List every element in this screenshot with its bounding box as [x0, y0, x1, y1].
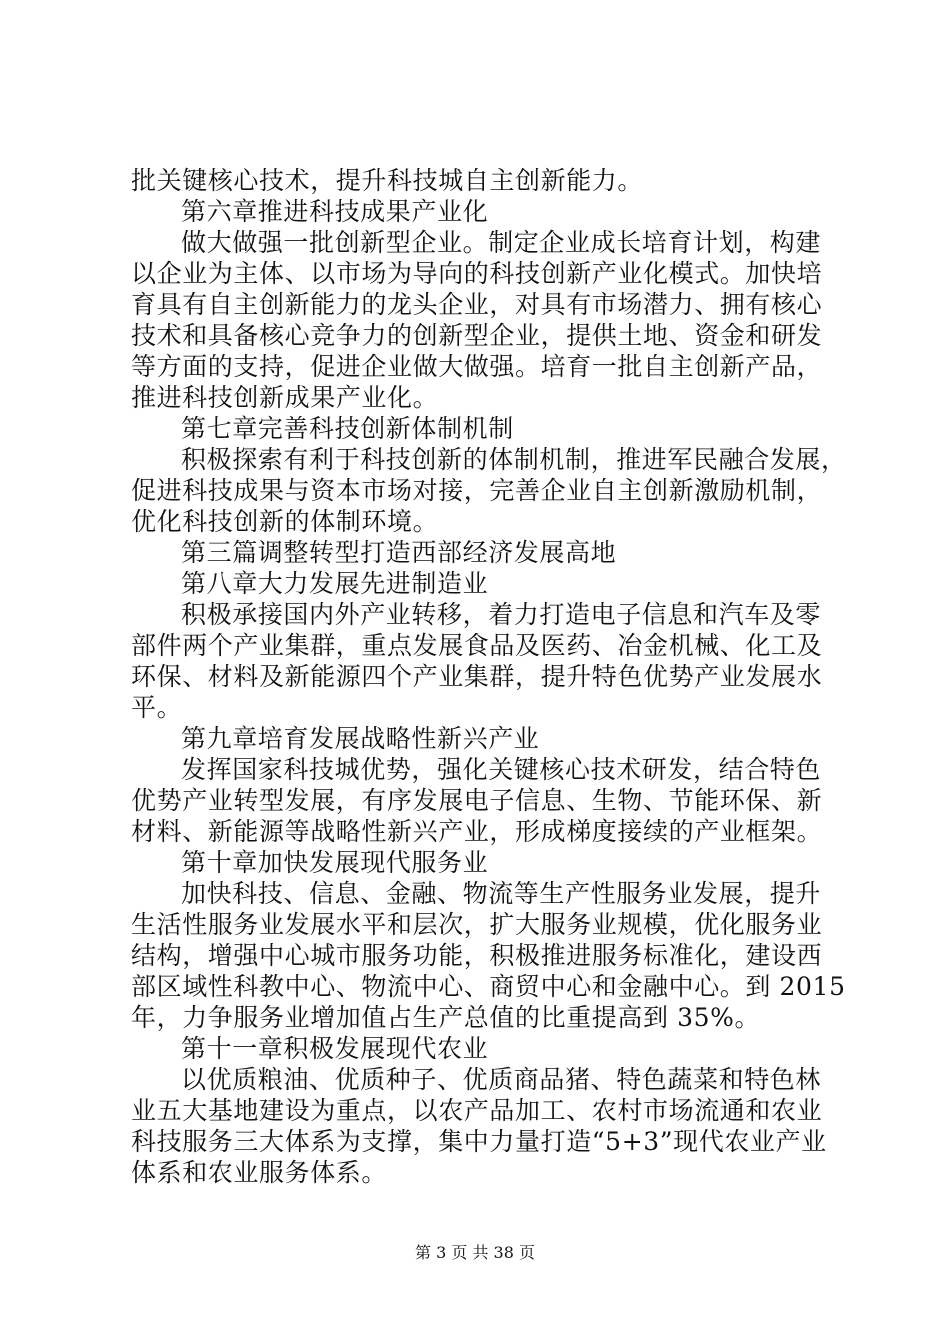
text-line: 做大做强一批创新型企业。制定企业成长培育计划，构建	[181, 228, 822, 257]
chapter-heading: 第七章完善科技创新体制机制	[181, 414, 514, 443]
text-line: 部件两个产业集群，重点发展食品及医药、冶金机械、化工及	[131, 631, 823, 660]
chapter-heading: 第九章培育发展战略性新兴产业	[181, 724, 540, 753]
text-line: 科技服务三大体系为支撑，集中力量打造“5+3”现代农业产业	[131, 1127, 827, 1156]
text-line: 以企业为主体、以市场为导向的科技创新产业化模式。加快培	[131, 259, 823, 288]
chapter-heading: 第十一章积极发展现代农业	[181, 1034, 489, 1063]
text-line: 推进科技创新成果产业化。	[131, 383, 439, 412]
text-line: 材料、新能源等战略性新兴产业，形成梯度接续的产业框架。	[131, 817, 823, 846]
text-line: 促进科技成果与资本市场对接，完善企业自主创新激励机制，	[131, 476, 823, 505]
text-line: 优化科技创新的体制环境。	[131, 507, 439, 536]
text-line: 环保、材料及新能源四个产业集群，提升特色优势产业发展水	[131, 662, 823, 691]
text-line: 批关键核心技术，提升科技城自主创新能力。	[131, 166, 644, 195]
chapter-heading: 第十章加快发展现代服务业	[181, 848, 489, 877]
text-line: 体系和农业服务体系。	[131, 1158, 388, 1187]
page-footer	[0, 1243, 950, 1263]
text-line: 年，力争服务业增加值占生产总值的比重提高到 35%。	[131, 1003, 761, 1032]
text-line: 以优质粮油、优质种子、优质商品猪、特色蔬菜和特色林	[181, 1065, 822, 1094]
text-line: 部区域性科教中心、物流中心、商贸中心和金融中心。到 2015	[131, 972, 846, 1001]
chapter-heading: 第八章大力发展先进制造业	[181, 569, 489, 598]
text-line: 发挥国家科技城优势，强化关键核心技术研发，结合特色	[181, 755, 822, 784]
text-line: 结构，增强中心城市服务功能，积极推进服务标准化，建设西	[131, 941, 823, 970]
text-line: 技术和具备核心竞争力的创新型企业，提供土地、资金和研发	[131, 321, 823, 350]
text-line: 生活性服务业发展水平和层次，扩大服务业规模，优化服务业	[131, 910, 823, 939]
chapter-heading: 第六章推进科技成果产业化	[181, 197, 489, 226]
text-line: 积极探索有利于科技创新的体制机制，推进军民融合发展，	[181, 445, 847, 474]
text-line: 等方面的支持，促进企业做大做强。培育一批自主创新产品，	[131, 352, 823, 381]
text-line: 优势产业转型发展，有序发展电子信息、生物、节能环保、新	[131, 786, 823, 815]
text-line: 积极承接国内外产业转移，着力打造电子信息和汽车及零	[181, 600, 822, 629]
part-heading: 第三篇调整转型打造西部经济发展高地	[181, 538, 617, 567]
page-number-label: 第 3 页 共 38 页	[415, 1243, 535, 1262]
text-line: 育具有自主创新能力的龙头企业，对具有市场潜力、拥有核心	[131, 290, 823, 319]
text-line: 业五大基地建设为重点，以农产品加工、农村市场流通和农业	[131, 1096, 823, 1125]
text-line: 加快科技、信息、金融、物流等生产性服务业发展，提升	[181, 879, 822, 908]
document-body	[131, 165, 847, 1188]
text-line: 平。	[131, 693, 183, 722]
